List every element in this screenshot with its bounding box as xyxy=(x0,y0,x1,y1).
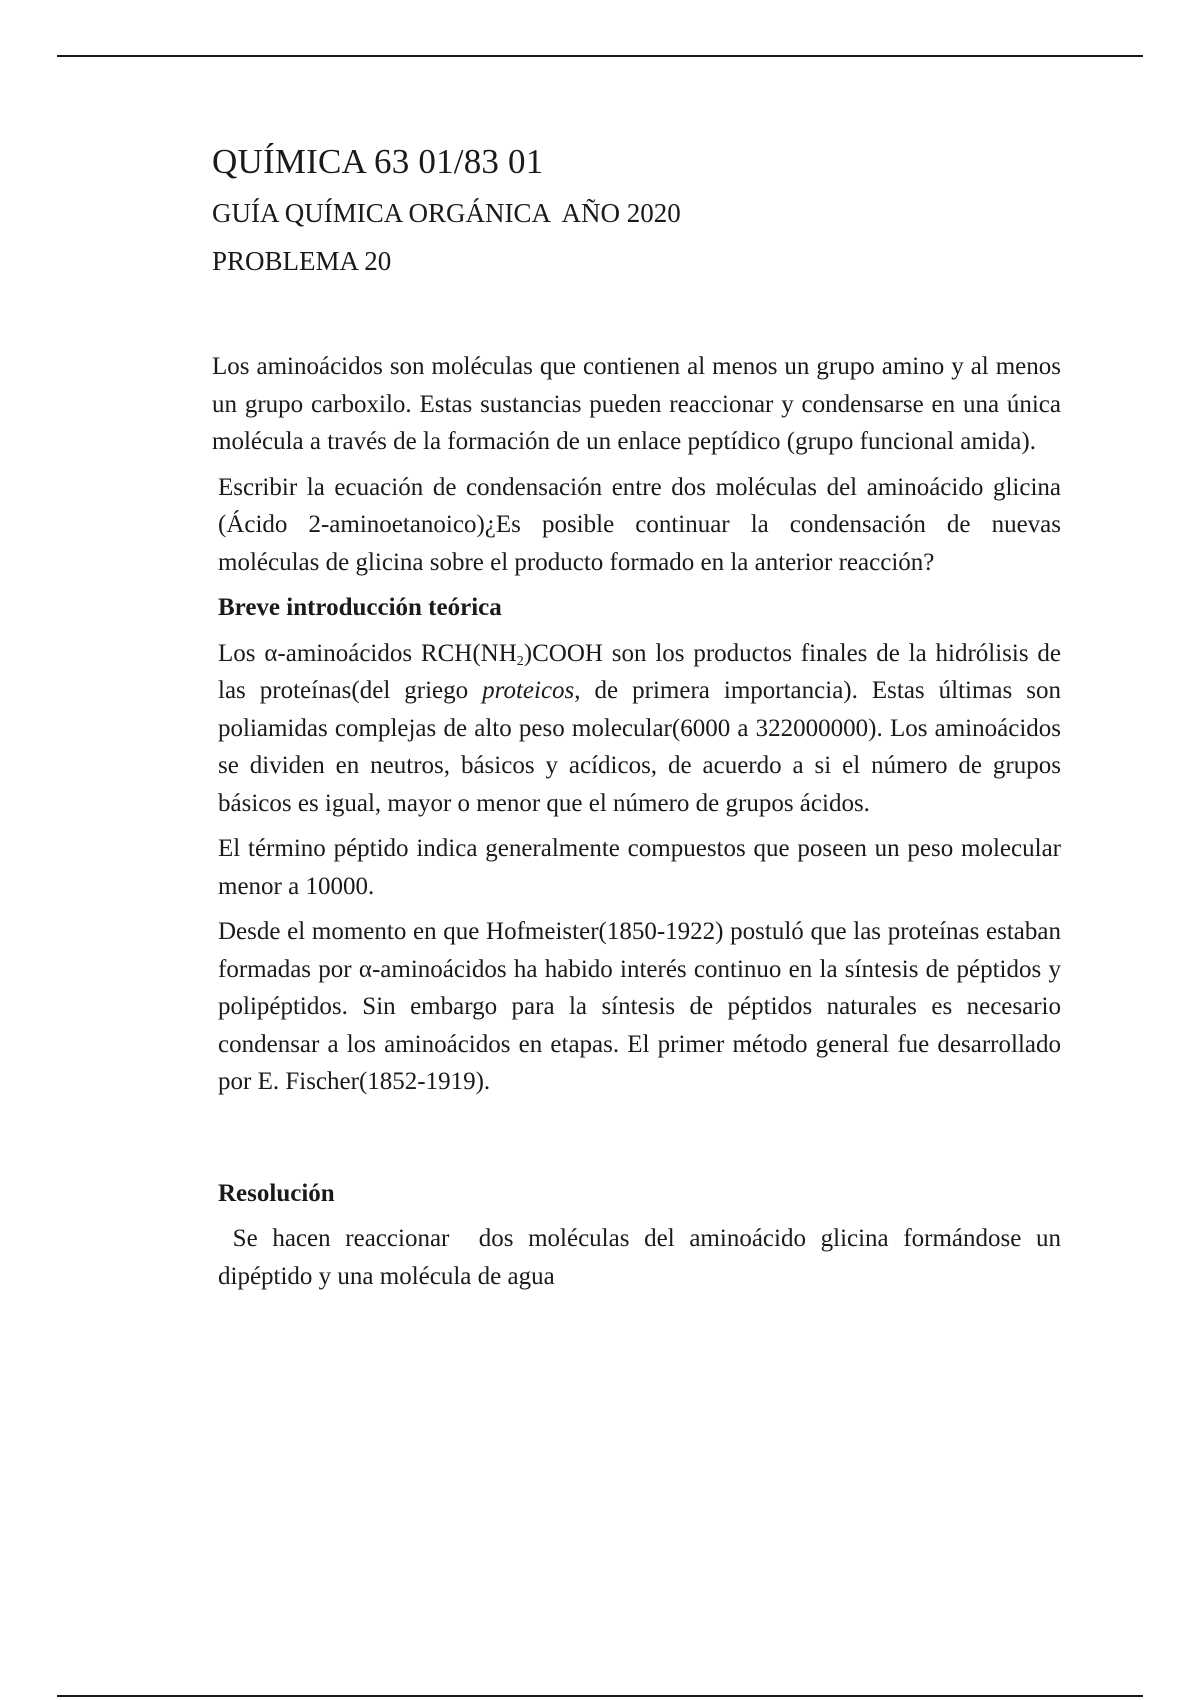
document-header xyxy=(212,140,1072,278)
resolution-paragraph: Se hacen reaccionar dos moléculas del aminoácido glicina formándose un dipéptido y una molécula de agua xyxy=(218,1225,1068,1290)
document-title: QUÍMICA 63 01/83 01 xyxy=(212,142,544,181)
theory-p1-text-c: , de primera importancia). Estas últimas son poliamidas complejas de alto peso molecular(6000 a 322000000). Los aminoácidos se dividen en neutros, básicos y acídicos, de acuerdo a si el número de grupos básicos es igual, mayor o menor que el número de grupos ácidos. xyxy=(218,677,1061,817)
theory-p1-text-b: )COOH son los productos finales de la hidrólisis de las proteínas(del griego xyxy=(218,639,1061,704)
theory-paragraph-1 xyxy=(218,635,1061,823)
theory-paragraph-3: Desde el momento en que Hofmeister(1850-1922) postuló que las proteínas estaban formadas por α-aminoácidos ha habido interés continuo en la síntesis de péptidos y polipéptidos. Sin embargo para la síntesis de péptidos naturales es necesario condensar a los aminoácidos en etapas. El primer método general fue desarrollado por E. Fischer(1852-1919). xyxy=(218,918,1061,1095)
theory-p1-italic-term: proteicos xyxy=(482,677,575,704)
theory-paragraph-2: El término péptido indica generalmente compuestos que poseen un peso molecular menor a 10000. xyxy=(218,835,1061,900)
problem-number: PROBLEMA 20 xyxy=(212,246,392,276)
document-subtitle: GUÍA QUÍMICA ORGÁNICA AÑO 2020 xyxy=(212,198,681,228)
theory-p1-text-a: Los α-aminoácidos RCH(NH xyxy=(218,639,517,667)
intro-paragraph: Los aminoácidos son moléculas que contienen al menos un grupo amino y al menos un grupo carboxilo. Estas sustancias pueden reaccionar y condensarse en una única molécula a través de la formación de un enlace peptídico (grupo funcional amida). xyxy=(212,353,1061,455)
question-paragraph: Escribir la ecuación de condensación entre dos moléculas del aminoácido glicina (Ácido 2-aminoetanoico)¿Es posible continuar la condensación de nuevas moléculas de glicina sobre el producto formado en la anterior reacción? xyxy=(218,473,1061,576)
theory-heading: Breve introducción teórica xyxy=(218,594,502,621)
theory-p1-subscript: 2 xyxy=(516,653,524,669)
top-rule xyxy=(57,55,1143,57)
bottom-rule xyxy=(57,1695,1143,1697)
document-body xyxy=(212,348,1068,1295)
resolution-heading: Resolución xyxy=(218,1179,335,1207)
